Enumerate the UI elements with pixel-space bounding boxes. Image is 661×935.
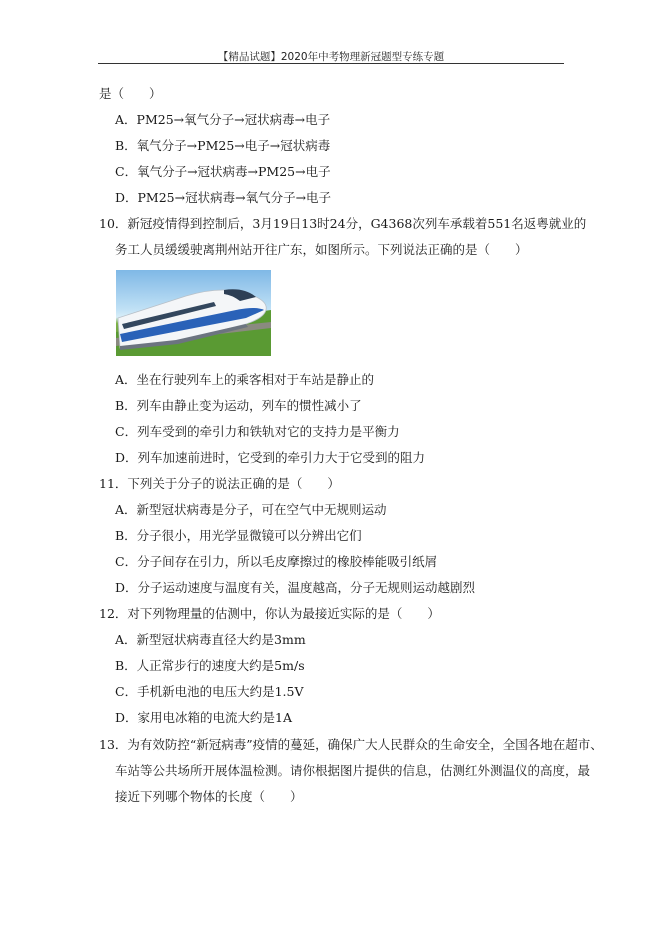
question-9-option-a: A．PM25→氧气分子→冠状病毒→电子 [115,112,331,127]
question-11-option-a: A．新型冠状病毒是分子，可在空气中无规则运动 [115,502,387,517]
question-10-stem-line2: 务工人员缓缓驶离荆州站开往广东，如图所示。下列说法正确的是（ ） [115,242,528,257]
question-13-stem-line3: 接近下列哪个物体的长度（ ） [115,789,303,804]
question-11-option-c: C．分子间存在引力，所以毛皮摩擦过的橡胶棒能吸引纸屑 [115,554,438,569]
question-11-option-d: D．分子运动速度与温度有关，温度越高，分子无规则运动越剧烈 [115,580,476,595]
question-9-stem-end: 是（ ） [99,86,162,101]
question-10-option-c: C．列车受到的牵引力和铁轨对它的支持力是平衡力 [115,424,400,439]
question-11-stem: 11．下列关于分子的说法正确的是（ ） [99,476,340,491]
question-13-stem-line1: 13．为有效防控“新冠病毒”疫情的蔓延，确保广大人民群众的生命安全，全国各地在超市、 [99,737,603,752]
question-9-option-c: C．氧气分子→冠状病毒→PM25→电子 [115,164,331,179]
question-11-option-b: B．分子很小，用光学显微镜可以分辨出它们 [115,528,362,543]
question-10-option-b: B．列车由静止变为运动，列车的惯性减小了 [115,398,362,413]
question-12-option-d: D．家用电冰箱的电流大约是1A [115,710,293,725]
question-9-option-b: B．氧气分子→PM25→电子→冠状病毒 [115,138,331,153]
question-12-option-b: B．人正常步行的速度大约是5m/s [115,658,305,673]
question-10-option-a: A．坐在行驶列车上的乘客相对于车站是静止的 [115,372,375,387]
question-13-stem-line2: 车站等公共场所开展体温检测。请你根据图片提供的信息，估测红外测温仪的高度，最 [115,763,591,778]
question-12-stem: 12．对下列物理量的估测中，你认为最接近实际的是（ ） [99,606,440,621]
header-rule [98,63,564,64]
question-10-option-d: D．列车加速前进时，它受到的牵引力大于它受到的阻力 [115,450,426,465]
question-10-stem-line1: 10．新冠疫情得到控制后，3月19日13时24分，G4368次列车承载着551名返粤就业的 [99,216,587,231]
question-12-option-a: A．新型冠状病毒直径大约是3mm [115,632,306,647]
question-9-option-d: D．PM25→冠状病毒→氧气分子→电子 [115,190,332,205]
page-header-title: 【精品试题】2020年中考物理新冠题型专练专题 [217,51,445,63]
question-12-option-c: C．手机新电池的电压大约是1.5V [115,684,304,699]
high-speed-train-photo [116,270,271,356]
